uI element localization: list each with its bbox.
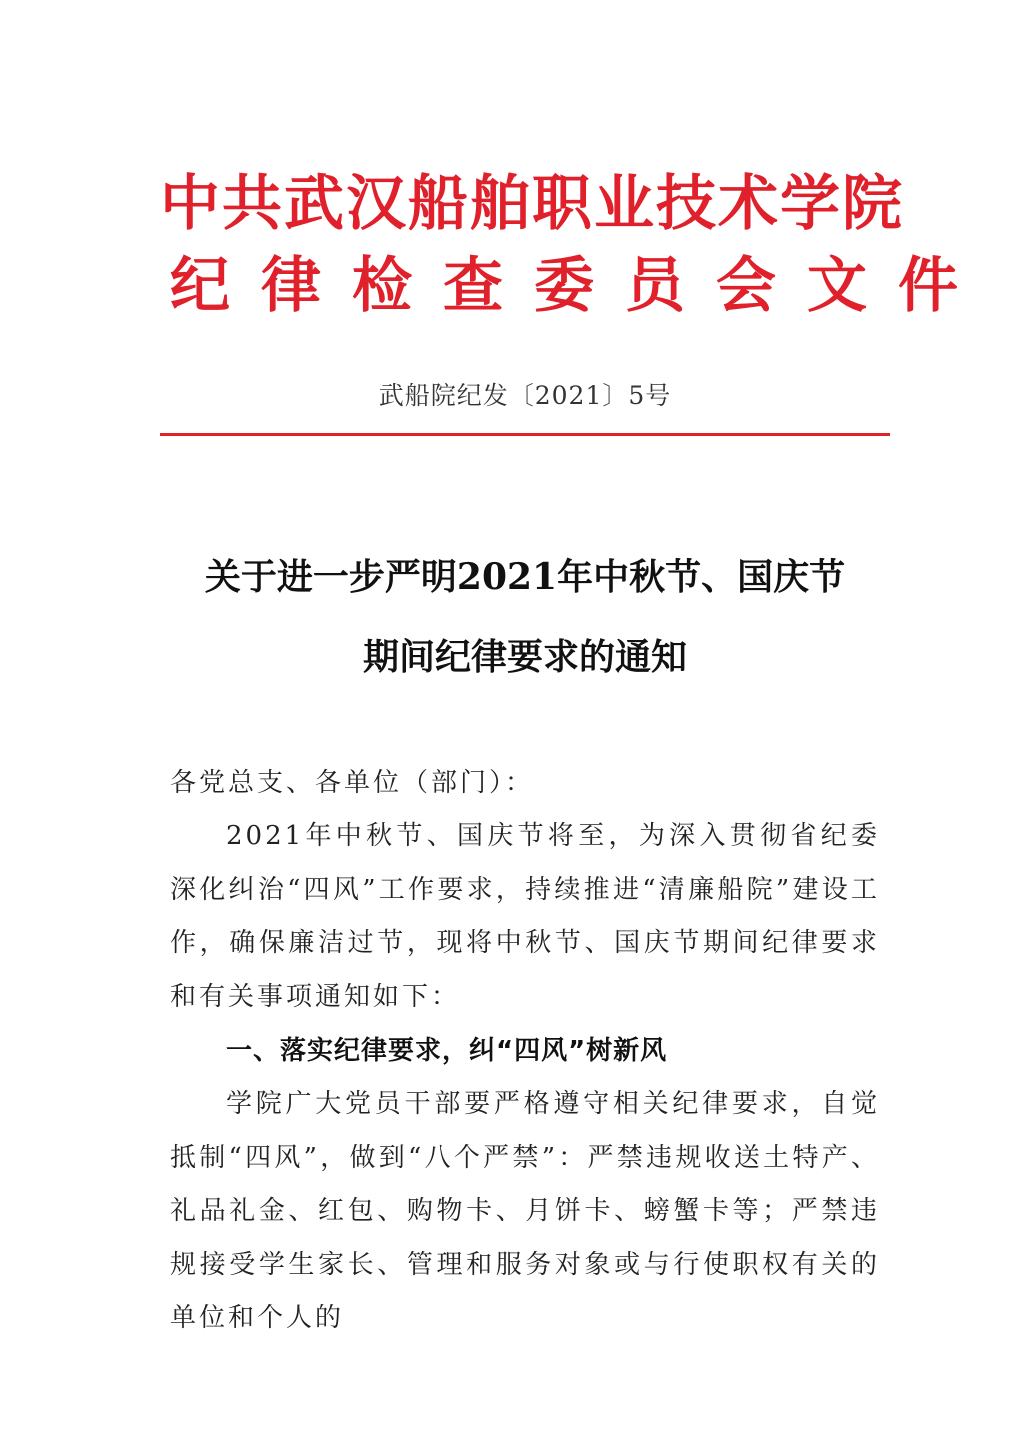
issuer-header-line-1: 中共武汉船舶职业技术学院 xyxy=(160,169,904,239)
salutation: 各党总支、各单位（部门）： xyxy=(170,768,535,798)
section-1-heading: 一、落实纪律要求，纠“四风”树新风 xyxy=(226,1036,668,1066)
notice-title-line-2: 期间纪律要求的通知 xyxy=(362,636,687,678)
intro-paragraph: 2021年中秋节、国庆节将至，为深入贯彻省纪委深化纠治“四风”工作要求，持续推进“清廉船院”建设工作，确保廉洁过节，现将中秋节、国庆节期间纪律要求和有关事项通知如下： xyxy=(170,821,880,1012)
section-1-paragraph: 学院广大党员干部要严格遵守相关纪律要求，自觉抵制“四风”，做到“八个严禁”：严禁违规收送土特产、礼品礼金、红包、购物卡、月饼卡、螃蟹卡等；严禁违规接受学生家长、管理和服务对象或与行使职权有关的单位和个人的 xyxy=(170,1089,880,1333)
notice-title-line-1: 关于进一步严明2021年中秋节、国庆节 xyxy=(204,556,846,598)
issuer-header-line-2: 纪律检查委员会文件 xyxy=(170,251,989,321)
document-number: 武船院纪发〔2021〕5号 xyxy=(378,381,672,410)
red-divider-line xyxy=(160,433,890,436)
